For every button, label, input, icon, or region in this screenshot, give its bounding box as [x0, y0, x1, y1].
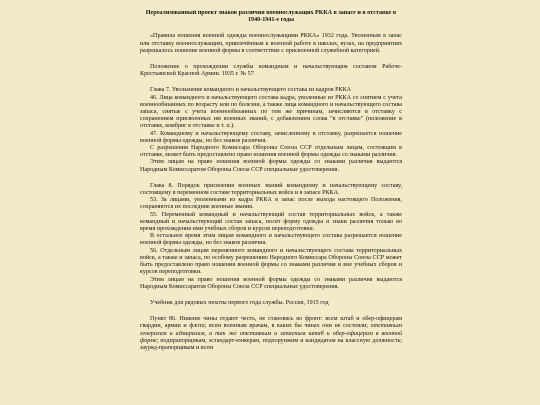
document-title: Нереализованный проект знаков различия военнослужащих РККА в запасе и в отставке в 1940-1941-е годы [145, 10, 397, 24]
regulation-title: Положение о прохождении службы командным и начальствующим составом Рабоче-Крестьянской Красной Армии. 1935 г. № 57 [140, 64, 402, 78]
paragraph-47-certificate: Этим лицам на право ношения военной формы одежды со знаками различия выдаются Народным Комиссаратом Обороны Союза ССР специальные удостоверения. [140, 159, 402, 173]
paragraph-47-decision: С разрешения Народного Комиссара Обороны Союза ССР отдельным лицам, состоящим в отставке, может быть предоставлено право ношения военной формы одежды со знаками различия. [140, 145, 402, 159]
paragraph-47: 47. Командному и начальствующему составу, зачисленному в отставку, разрешается ношение военной формы одежды, но без знаков различия. [140, 130, 402, 144]
paragraph-86-end: ; подпрапорщикам, эстандарт-юнкерам, подхорунжим и кандидатам на классную должность; зауряд-прапорщикам и всем [140, 337, 402, 351]
paragraph-86 [140, 316, 402, 352]
chapter-7-heading: Глава 7. Увольнение командного и начальствующего состава из кадров РККА [150, 87, 352, 94]
document-page [140, 10, 402, 405]
intro-paragraph: «Правила ношения военной одежды военнослужащими РККА» 1932 года. Уволенным в запас или отставку военнослужащим, привлечённым к военной работе в школах, вузах, на предприятиях разрешалось ношение военной формы в соответствие с присвоенной служебной категорией. [140, 33, 402, 54]
paragraph-46: 46. Лица командного и начальствующего состава кадра, уволенные из РККА со снятием с учета военнообязанных по возрасту или по болезни, а также лица командного и начальствующего состава запаса, снятые с учета военнообязанных по тем же причинам, зачисляются в отставку с сохранением присвоенных им военных званий, с добавлением слова "в отставке" (положение в отставке, комбриг в отставке и т. п.). [140, 94, 402, 130]
paragraph-55: 55. Переменный командный и начальствующий состав территориальных войск, а также командный и начальствующий состав запаса, носят форму одежды и знаки различия только во время прохождения ими учебных сборов и курсов переподготовки. [140, 211, 402, 233]
paragraph-55-rest: В остальное время этим лицам командного и начальствующего состава разрешается ношение военной формы одежды, но без знаков различия. [140, 233, 402, 247]
chapter-8-heading: Глава 8. Порядок присвоения военных званий командному и начальствующему составу, состоящему в переменном составе территориальных войск и в запасе РККА. [140, 182, 402, 197]
paragraph-86-italic: отставным генералам и адмиралам, а так же отставным и запасным штаб и обер-офицерам в военной форме [140, 323, 402, 344]
paragraph-86-start: Пункт 86. Нижние чины отдают честь, не становясь во фронт: всем штаб и обер-офицерам гвардии, армии и флота; всем военным врачам, в каких бы чинах они не состояли; [140, 316, 402, 330]
textbook-title: Учебник для рядовых пехоты первого года службы. Россия, 1915 год [150, 299, 329, 306]
paragraph-56-certificate: Этим лицам на право ношения военной формы одежды со знаками различия выдаются Народным Комиссаратом Обороны Союза ССР специальные удостоверения. [140, 276, 402, 290]
paragraph-53: 53. За лицами, уволенными из кадра РККА в запас после выхода настоящего Положения, сохраняются их последние военные звания. [140, 197, 402, 211]
paragraph-56: 56. Отдельным лицам переменного командного и начальствующего состава территориальных войск, а также и запаса, по особому разрешению Народного Комиссара Обороны Союза ССР может быть предоставлено право ношения военной формы со знаками различия и вне учебных сборов и курсов переподготовки. [140, 247, 402, 276]
